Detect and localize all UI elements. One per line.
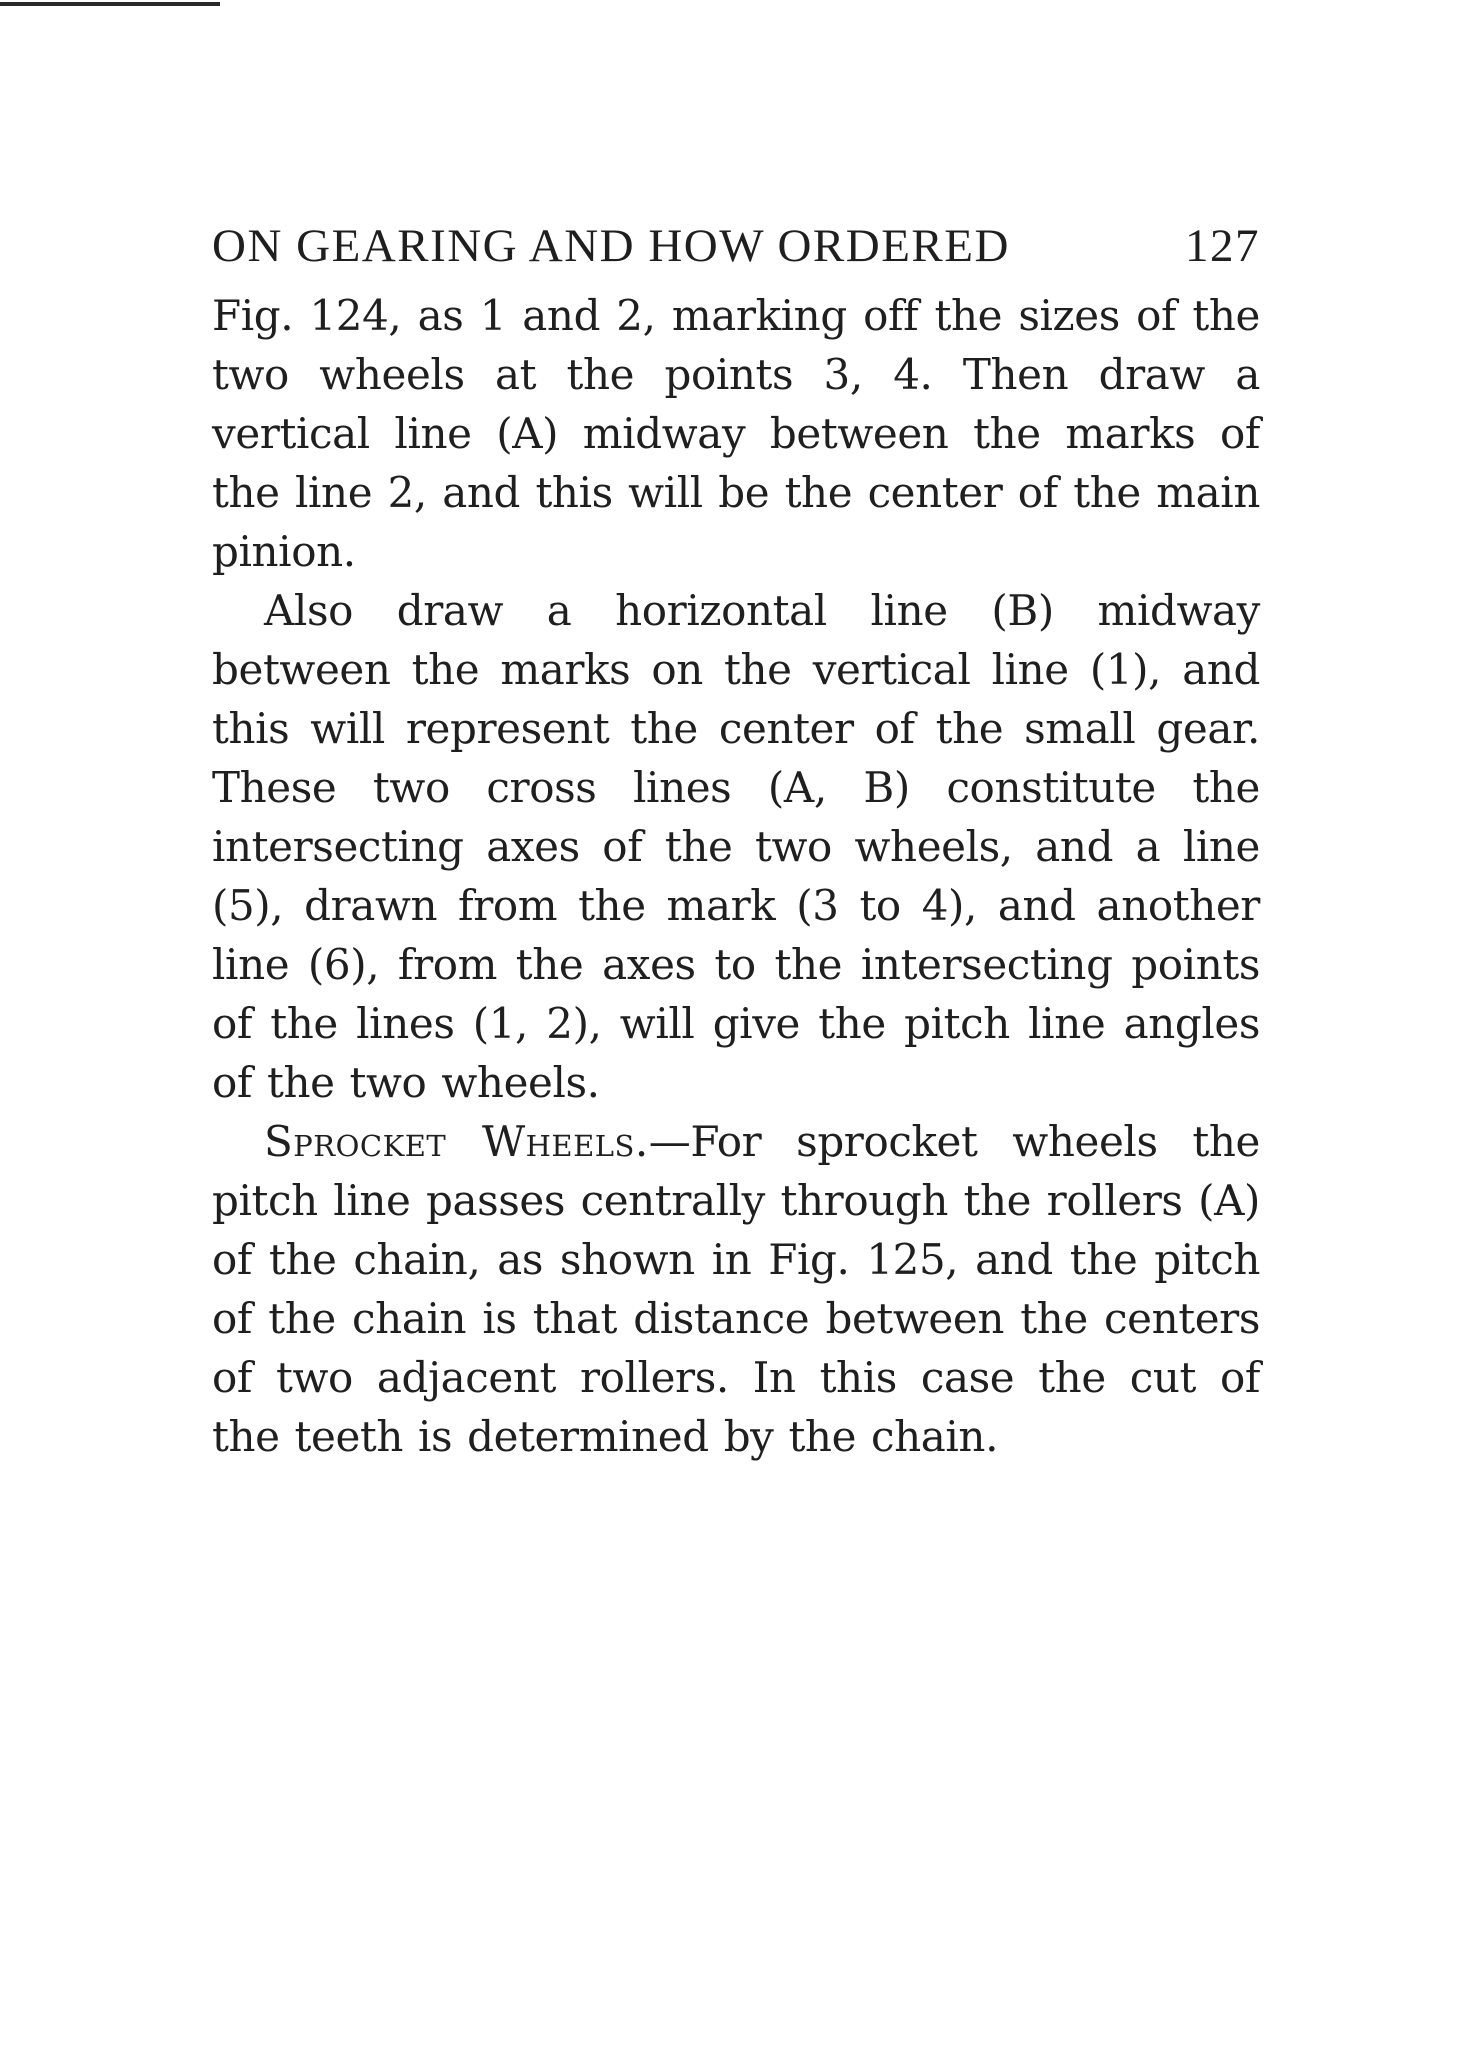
running-head [212,218,1260,274]
paragraph-horizontal-line: Also draw a horizontal line (B) midway between the marks on the vertical line (1), and this will represent the center of the small gear. These two cross lines (A, B) constitute the intersecting axes of the two wheels, and a line (5), drawn from the mark (3 to 4), and another line (6), from the axes to the intersecting points of the lines (1, 2), will give the pitch line angles of the two wheels. [212,586,1260,1107]
book-page [212,218,1260,1466]
page-number: 127 [1185,220,1260,272]
section-heading-sprocket-wheels: Sprocket Wheels. [264,1117,649,1166]
paragraph-sprocket-wheels [212,1112,1260,1466]
paragraph-continuation: Fig. 124, as 1 and 2, marking off the sizes of the two wheels at the points 3, 4. Then draw a vertical line (A) midway between the marks of the line 2, and this will be the center of the main pinion. [212,291,1260,576]
sprocket-wheels-text: —For sprocket wheels the pitch line passes centrally through the rollers (A) of the chain, as shown in Fig. 125, and the pitch of the chain is that distance between the centers of two adjacent rollers. In this case the cut of the teeth is determined by the chain. [212,1117,1260,1461]
running-head-title: ON GEARING AND HOW ORDERED [212,220,1010,272]
body-text [212,286,1260,1466]
scan-edge-rule [0,2,220,6]
